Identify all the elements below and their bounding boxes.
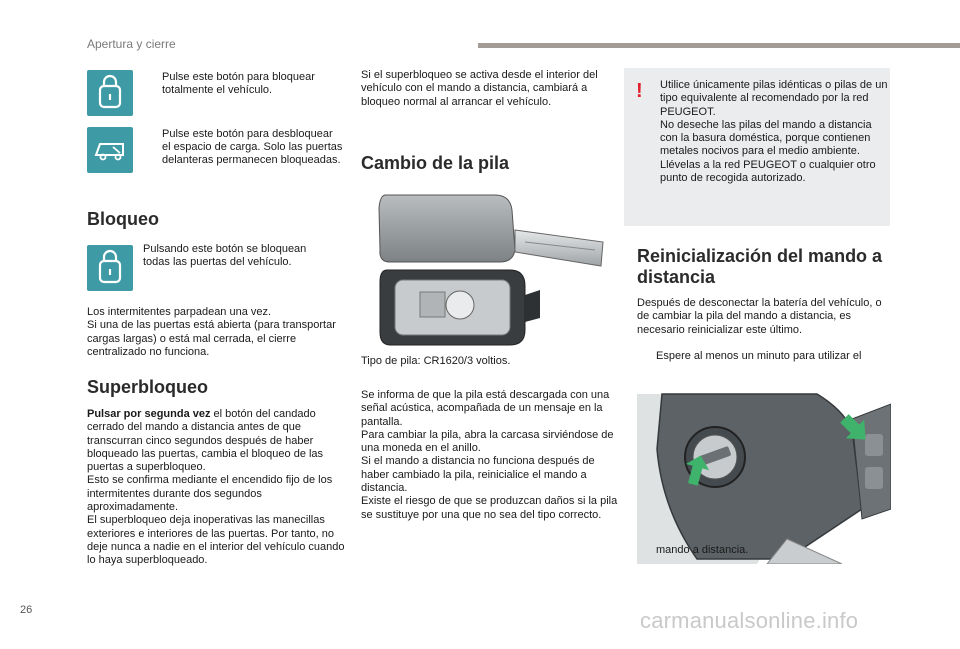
- header-bar: [478, 43, 960, 48]
- key-battery-illustration: [375, 190, 605, 350]
- superbloqueo-text: el botón del candado cerrado del mando a distancia antes de que transcurran cinco segundos después de haber bloqueado las puertas, cambia el bloqueo de las puertas a superbloqueo. Esto se confirma mediante el encendido fijo de los intermitentes durante dos segundos aproximadamente. El superbloqueo deja inoperativas las manecillas exteriores e interiores de las puertas. Por tanto, no deje nunca a nadie en el interior del vehículo cuando lo haya superbloqueado.: [87, 408, 345, 567]
- superbloqueo-intro: Si el superbloqueo se activa desde el interior del vehículo con el mando a distancia, cambiará a bloqueo normal al arrancar el vehículo.: [361, 69, 598, 108]
- bloqueo-body: Los intermitentes parpadean una vez. Si una de las puertas está abierta (para transportar cargas largas) o está mal cerrada, el cierre centralizado no funciona.: [87, 306, 336, 358]
- superbloqueo-heading: Superbloqueo: [87, 377, 208, 397]
- section-header-title: Apertura y cierre: [87, 37, 176, 51]
- reinit-heading: Reinicialización del mando a distancia: [637, 246, 883, 287]
- watermark-text: carmanualsonline.info: [640, 608, 859, 633]
- warning-text: Utilice únicamente pilas idénticas o pilas de un tipo equivalente al recomendado por la red PEUGEOT. No deseche las pilas del mando a distancia con la basura doméstica, porque contienen metales nocivos para el medio ambiente. Llévelas a la red PEUGEOT o cualquier otro punto de recogida autorizado.: [660, 79, 888, 185]
- remote-key-illustration: [637, 389, 891, 564]
- image-caption: mando a distancia.: [656, 544, 749, 556]
- lock-icon: [87, 70, 133, 116]
- bloqueo-heading: Bloqueo: [87, 209, 159, 229]
- cambio-pila-heading: Cambio de la pila: [361, 153, 510, 173]
- warning-mark: !: [636, 80, 643, 102]
- lock-bullet-text: Pulse este botón para bloquear totalmente el vehículo.: [162, 71, 315, 96]
- reinit-body: Después de desconectar la batería del vehículo, o de cambiar la pila del mando a distancia, es necesario reinicializar este último.: [637, 297, 882, 336]
- bloqueo-icon-text: Pulsando este botón se bloquean todas las puertas del vehículo.: [143, 243, 307, 268]
- superbloqueo-body: [87, 408, 345, 568]
- superbloqueo-bold: Pulsar por segunda vez: [87, 408, 211, 420]
- lock-icon: [87, 245, 133, 291]
- battery-type: Tipo de pila: CR1620/3 voltios.: [361, 355, 511, 367]
- page-number: 26: [20, 604, 33, 616]
- battery-body: Se informa de que la pila está descargada con una señal acústica, acompañada de un mensaje en la pantalla. Para cambiar la pila, abra la carcasa sirviéndose de una moneda en el anillo. Si el mando a distancia no funciona después de haber cambiado la pila, reinicialice el mando a distancia. Existe el riesgo de que se produzcan daños si la pila se sustituye por una que no sea del tipo correcto.: [361, 389, 618, 521]
- cargo-bullet-text: Pulse este botón para desbloquear el espacio de carga. Solo las puertas delanteras permanecen bloqueadas.: [162, 128, 343, 166]
- van-icon: [87, 127, 133, 173]
- reinit-bullet-text: Espere al menos un minuto para utilizar el: [656, 350, 862, 362]
